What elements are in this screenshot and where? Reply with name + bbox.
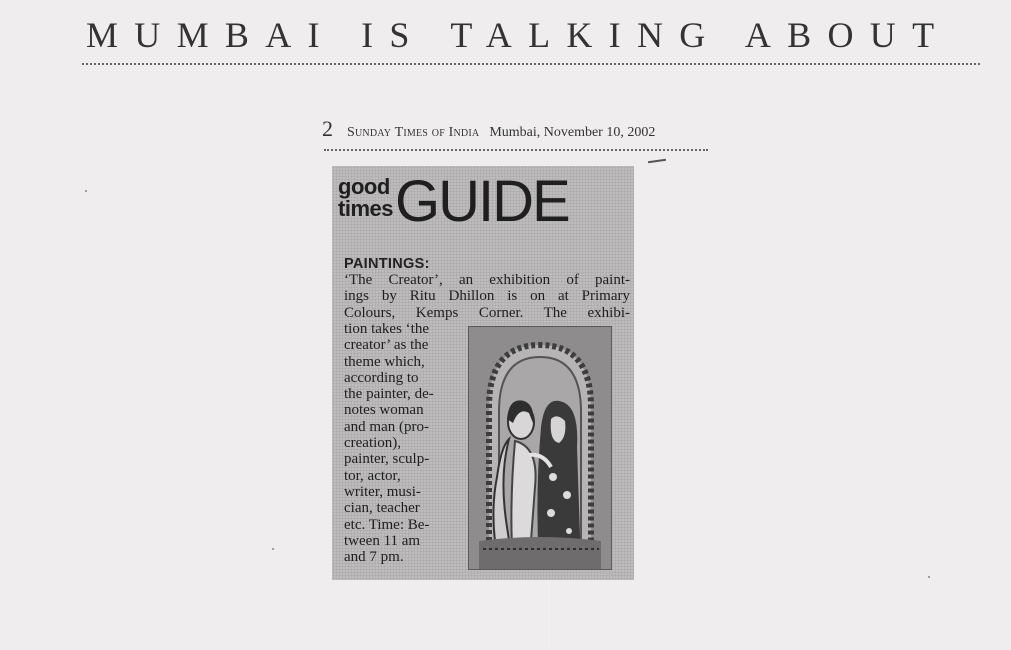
article-line: ‘The Creator’, an exhibition of paint- [344,272,630,288]
newspaper-clipping [332,166,634,580]
article-line: the painter, de- [344,386,434,403]
article-line: notes woman [344,402,424,419]
article-line: creator’ as the [344,337,429,354]
dateline [322,116,655,142]
article-column [344,321,468,565]
article-line: Colours, Kemps Corner. The exhibi- [344,304,630,321]
article-line: according to [344,369,419,386]
article-line: etc. Time: Be- [344,516,430,533]
article-line: ings by Ritu Dhillon is on at Primary [344,288,630,305]
article-line: painter, sculp- [344,451,430,468]
article-line: tween 11 am [344,532,421,549]
article-top-lines [344,272,630,321]
article-line: cian, teacher [344,500,420,517]
place-date: Mumbai, November 10, 2002 [489,125,656,140]
section-label: PAINTINGS: [344,256,430,272]
page-heading: MUMBAI IS TALKING ABOUT [86,15,951,55]
dateline-dotted-rule [324,149,708,151]
article-line: tion takes ‘the [344,321,429,337]
page-number: 2 [322,116,333,141]
article-line: theme which, [344,353,425,370]
brand-line-times: times [338,196,393,221]
painting-illustration [469,327,611,569]
article-line: creation), [344,435,402,452]
article-line: writer, musi- [344,483,421,500]
brand-small [338,176,393,220]
scan-speck [272,548,274,550]
stray-mark [648,159,666,163]
brand-guide: GUIDE [394,169,569,234]
heading-dotted-rule [82,63,980,65]
painting-photo [468,326,612,570]
brand-line-good: good [338,174,390,199]
article-line: and 7 pm. [344,549,404,566]
article-line: tor, actor, [344,467,401,484]
scan-speck [85,190,87,192]
newspaper-name: Sunday Times of India [347,125,480,140]
column-brand [338,169,569,234]
scan-speck [928,576,930,578]
article-line: and man (pro- [344,418,429,435]
